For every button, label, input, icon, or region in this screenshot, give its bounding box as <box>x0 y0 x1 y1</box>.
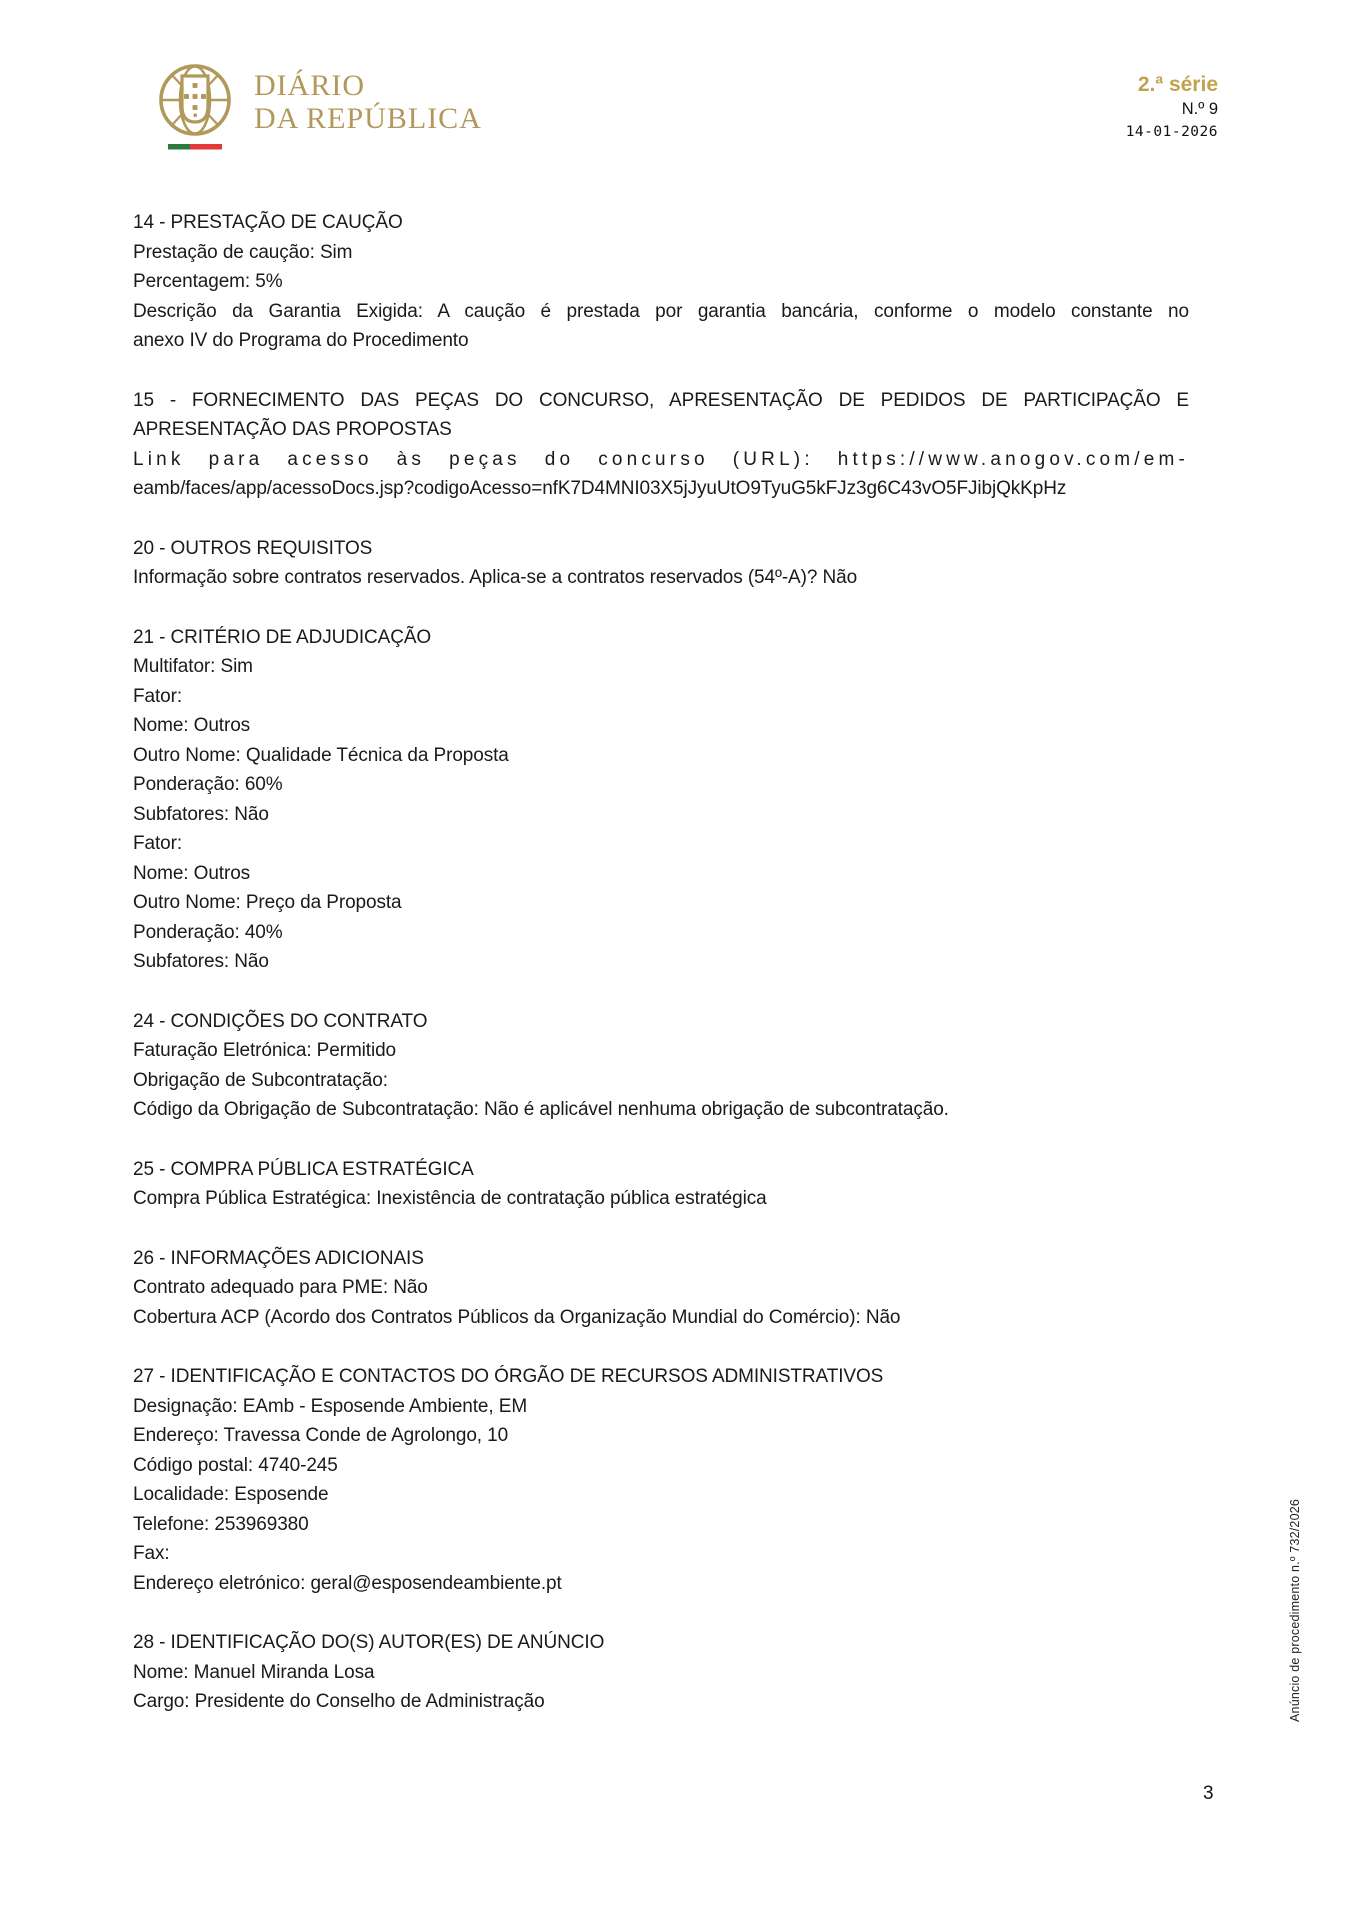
section-heading: 15 - FORNECIMENTO DAS PEÇAS DO CONCURSO, APRESENTAÇÃO DE PEDIDOS DE PARTICIPAÇÃO E <box>133 389 1189 411</box>
procurement-docs-url-line-2[interactable]: eamb/faces/app/acessoDocs.jsp?codigoAcesso=nfK7D4MNI03X5jJyuUtO9TyuG5kFJz3g6C43vO5FJibjQkKpHz <box>133 478 1067 499</box>
section-text-line: Código da Obrigação de Subcontratação: Não é aplicável nenhuma obrigação de subcontratação. <box>133 1099 949 1120</box>
section-heading: APRESENTAÇÃO DAS PROPOSTAS <box>133 419 452 440</box>
section-text-line: Outro Nome: Preço da Proposta <box>133 892 402 913</box>
section-text-line: Subfatores: Não <box>133 803 269 825</box>
section-text-line: Nome: Outros <box>133 862 251 884</box>
procurement-docs-url-line-1[interactable]: Link para acesso às peças do concurso (URL): https://www.anogov.com/em- <box>133 448 1189 470</box>
section-text-line: Obrigação de Subcontratação: <box>133 1069 388 1091</box>
section-text-line: Compra Pública Estratégica: Inexistência de contratação pública estratégica <box>133 1188 767 1209</box>
section-heading: 20 - OUTROS REQUISITOS <box>133 537 373 559</box>
section-heading: 27 - IDENTIFICAÇÃO E CONTACTOS DO ÓRGÃO DE RECURSOS ADMINISTRATIVOS <box>133 1366 884 1387</box>
section-text-line: Outro Nome: Qualidade Técnica da Proposta <box>133 744 509 766</box>
section-heading: 25 - COMPRA PÚBLICA ESTRATÉGICA <box>133 1158 474 1180</box>
document-section <box>133 1007 1189 1125</box>
document-section <box>133 208 1189 356</box>
document-section <box>133 386 1189 504</box>
section-text-line: Informação sobre contratos reservados. Aplica-se a contratos reservados (54º-A)? Não <box>133 567 858 588</box>
portugal-armillary-emblem-icon <box>158 60 238 152</box>
section-text-line: anexo IV do Programa do Procedimento <box>133 330 469 351</box>
section-text-line: Ponderação: 60% <box>133 774 283 795</box>
section-heading: 28 - IDENTIFICAÇÃO DO(S) AUTOR(ES) DE ANÚNCIO <box>133 1632 605 1653</box>
page-number: 3 <box>1203 1783 1214 1804</box>
document-section <box>133 534 1189 593</box>
section-text-line: Nome: Outros <box>133 715 251 736</box>
section-heading: 14 - PRESTAÇÃO DE CAUÇÃO <box>133 212 403 233</box>
issue-date: 14-01-2026 <box>1125 124 1218 140</box>
section-text-line: Endereço eletrónico: geral@esposendeambiente.pt <box>133 1572 562 1594</box>
section-text-line: Telefone: 253969380 <box>133 1513 309 1535</box>
document-section <box>133 1155 1189 1214</box>
issue-meta <box>1126 72 1218 143</box>
section-text-line: Fax: <box>133 1543 170 1564</box>
section-text-line: Cargo: Presidente do Conselho de Administração <box>133 1691 545 1712</box>
issue-number: N.º 9 <box>1181 100 1218 118</box>
brand-title-line1: DIÁRIO <box>254 69 365 102</box>
document-section <box>133 1628 1189 1717</box>
section-text-line: Fator: <box>133 685 183 707</box>
section-text-line: Ponderação: 40% <box>133 921 283 943</box>
document-section <box>133 1362 1189 1598</box>
section-text-line: Prestação de caução: Sim <box>133 241 353 263</box>
section-text-line: Subfatores: Não <box>133 951 269 972</box>
series-label: 2.ª série <box>1137 73 1218 96</box>
procedure-number-side-note: Anúncio de procedimento n.º 732/2026 <box>1288 1498 1302 1722</box>
section-text-line: Fator: <box>133 833 183 854</box>
section-text-line: Código postal: 4740-245 <box>133 1454 338 1476</box>
document-body <box>133 208 1189 1717</box>
section-text-line: Localidade: Esposende <box>133 1484 329 1505</box>
section-text-line: Cobertura ACP (Acordo dos Contratos Públicos da Organização Mundial do Comércio): Não <box>133 1306 901 1328</box>
section-text-line: Endereço: Travessa Conde de Agrolongo, 10 <box>133 1425 509 1446</box>
section-heading: 21 - CRITÉRIO DE ADJUDICAÇÃO <box>133 626 432 648</box>
section-heading: 26 - INFORMAÇÕES ADICIONAIS <box>133 1247 424 1269</box>
section-text-line: Designação: EAmb - Esposende Ambiente, EM <box>133 1395 528 1417</box>
section-heading: 24 - CONDIÇÕES DO CONTRATO <box>133 1010 428 1032</box>
section-text-line: Nome: Manuel Miranda Losa <box>133 1661 375 1683</box>
diario-da-republica-logo <box>158 60 482 152</box>
section-text-line: Percentagem: 5% <box>133 271 283 292</box>
section-text-line: Faturação Eletrónica: Permitido <box>133 1040 397 1061</box>
document-section <box>133 623 1189 977</box>
section-text-line: Contrato adequado para PME: Não <box>133 1277 428 1298</box>
brand-title <box>254 60 482 135</box>
brand-title-line2: DA REPÚBLICA <box>254 102 482 135</box>
section-text-line: Descrição da Garantia Exigida: A caução é prestada por garantia bancária, conforme o modelo constante no <box>133 300 1189 322</box>
section-text-line: Multifator: Sim <box>133 656 253 677</box>
document-section <box>133 1244 1189 1333</box>
